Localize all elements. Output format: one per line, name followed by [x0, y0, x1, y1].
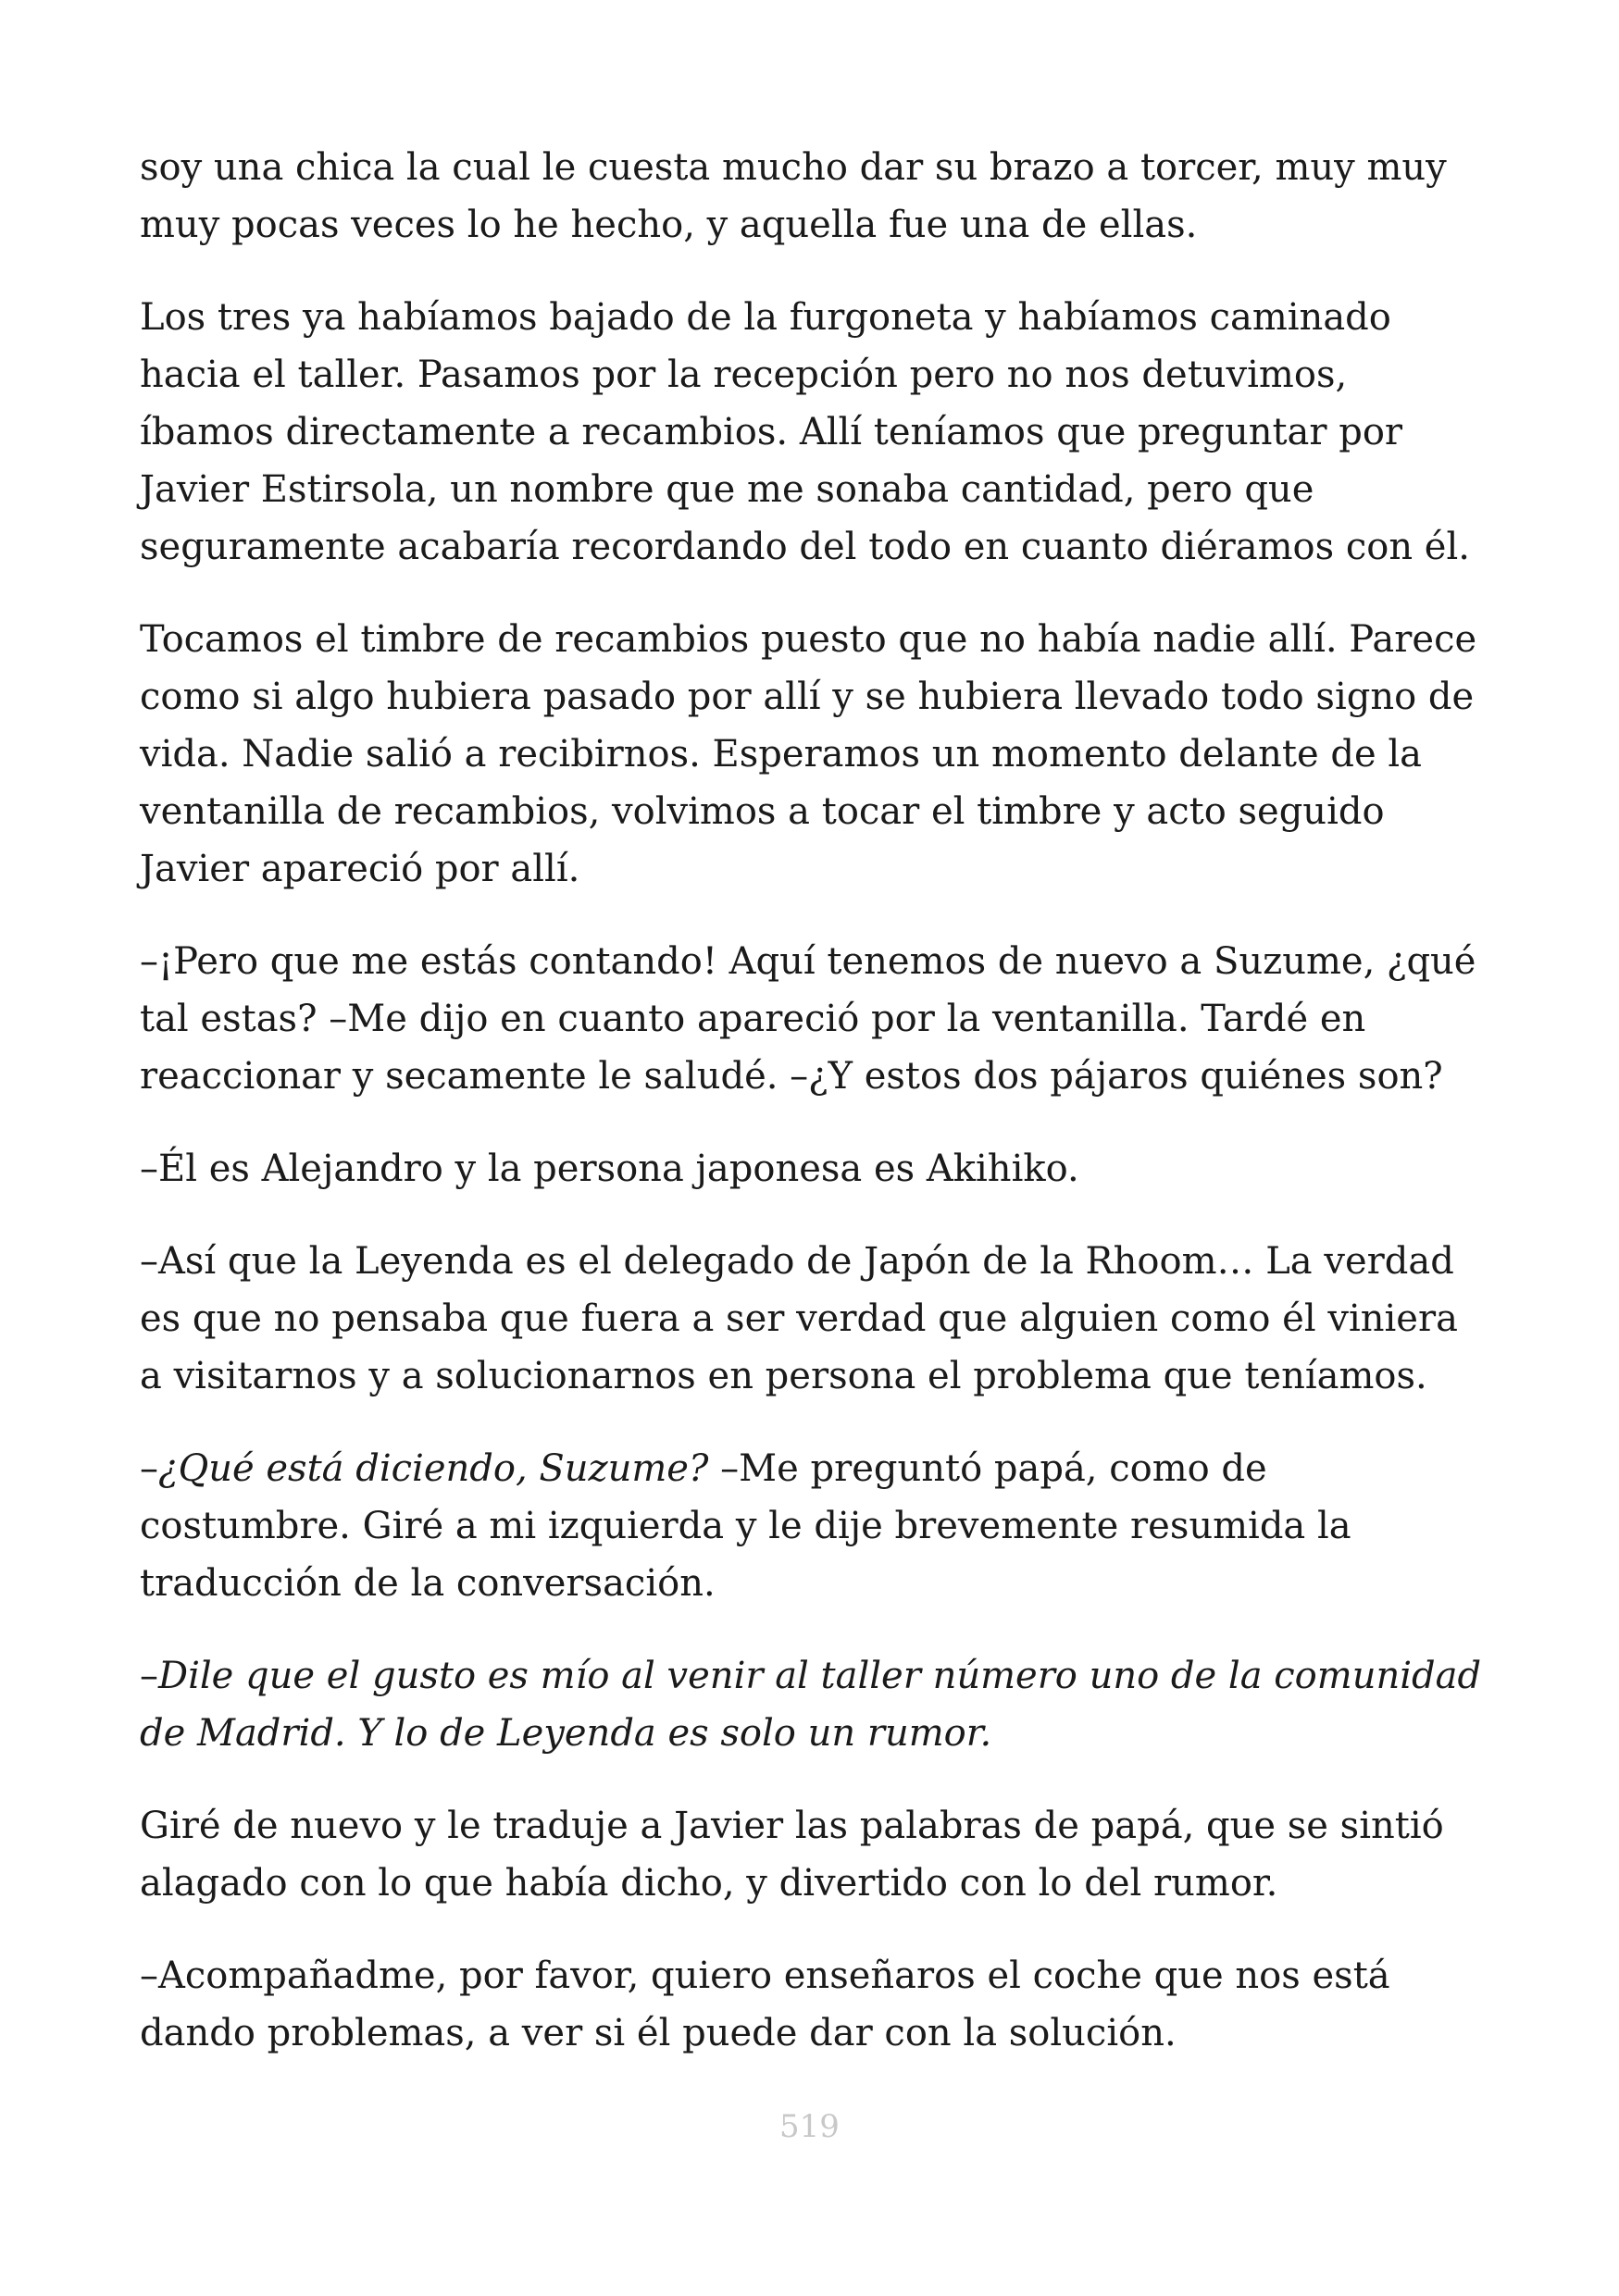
paragraph-7 [140, 1440, 1482, 1612]
paragraph-5: –Él es Alejandro y la persona japonesa es Akihiko. [140, 1148, 1079, 1190]
paragraph-7-rest: –Me preguntó papá, como de costumbre. Giré a mi izquierda y le dije brevemente resumida la traducción de la conversación. [140, 1447, 1351, 1605]
paragraph-6: –Así que la Leyenda es el delegado de Japón de la Rhoom… La verdad es que no pensaba que fuera a ser verdad que alguien como él viniera a visitarnos y a solucionarnos en persona el problema que teníamos. [140, 1240, 1458, 1397]
body-text [140, 139, 1482, 2097]
paragraph-1: soy una chica la cual le cuesta mucho dar su brazo a torcer, muy muy muy pocas veces lo he hecho, y aquella fue una de ellas. [140, 146, 1447, 246]
paragraph-3: Tocamos el timbre de recambios puesto que no había nadie allí. Parece como si algo hubiera pasado por allí y se hubiera llevado todo signo de vida. Nadie salió a recibirnos. Esperamos un momento delante de la ventanilla de recambios, volvimos a tocar el timbre y acto seguido Javier apareció por allí. [140, 618, 1477, 890]
paragraph-4: –¡Pero que me estás contando! Aquí tenemos de nuevo a Suzume, ¿qué tal estas? –Me dijo en cuanto apareció por la ventanilla. Tardé en reaccionar y secamente le saludé. –¿Y estos dos pájaros quiénes son? [140, 940, 1476, 1098]
dialogue-dash: – [140, 1447, 158, 1490]
paragraph-2: Los tres ya habíamos bajado de la furgoneta y habíamos caminado hacia el taller. Pasamos por la recepción pero no nos detuvimos, íbamos directamente a recambios. Allí teníamos que preguntar por Javier Estirsola, un nombre que me sonaba cantidad, pero que seguramente acabaría recordando del todo en cuanto diéramos con él. [140, 296, 1470, 568]
italic-speech: Dile que el gusto es mío al venir al taller número uno de la comunidad de Madrid. Y lo de Leyenda es solo un rumor. [140, 1655, 1482, 1755]
paragraph-8 [140, 1647, 1482, 1762]
italic-speech: ¿Qué está diciendo, Suzume? [158, 1447, 709, 1490]
paragraph-9: Giré de nuevo y le traduje a Javier las palabras de papá, que se sintió alagado con lo que había dicho, y divertido con lo del rumor. [140, 1805, 1444, 1905]
page-number: 519 [779, 2108, 840, 2145]
dialogue-dash: – [140, 1655, 158, 1697]
paragraph-10: –Acompañadme, por favor, quiero enseñaros el coche que nos está dando problemas, a ver si él puede dar con la solución. [140, 1955, 1390, 2054]
